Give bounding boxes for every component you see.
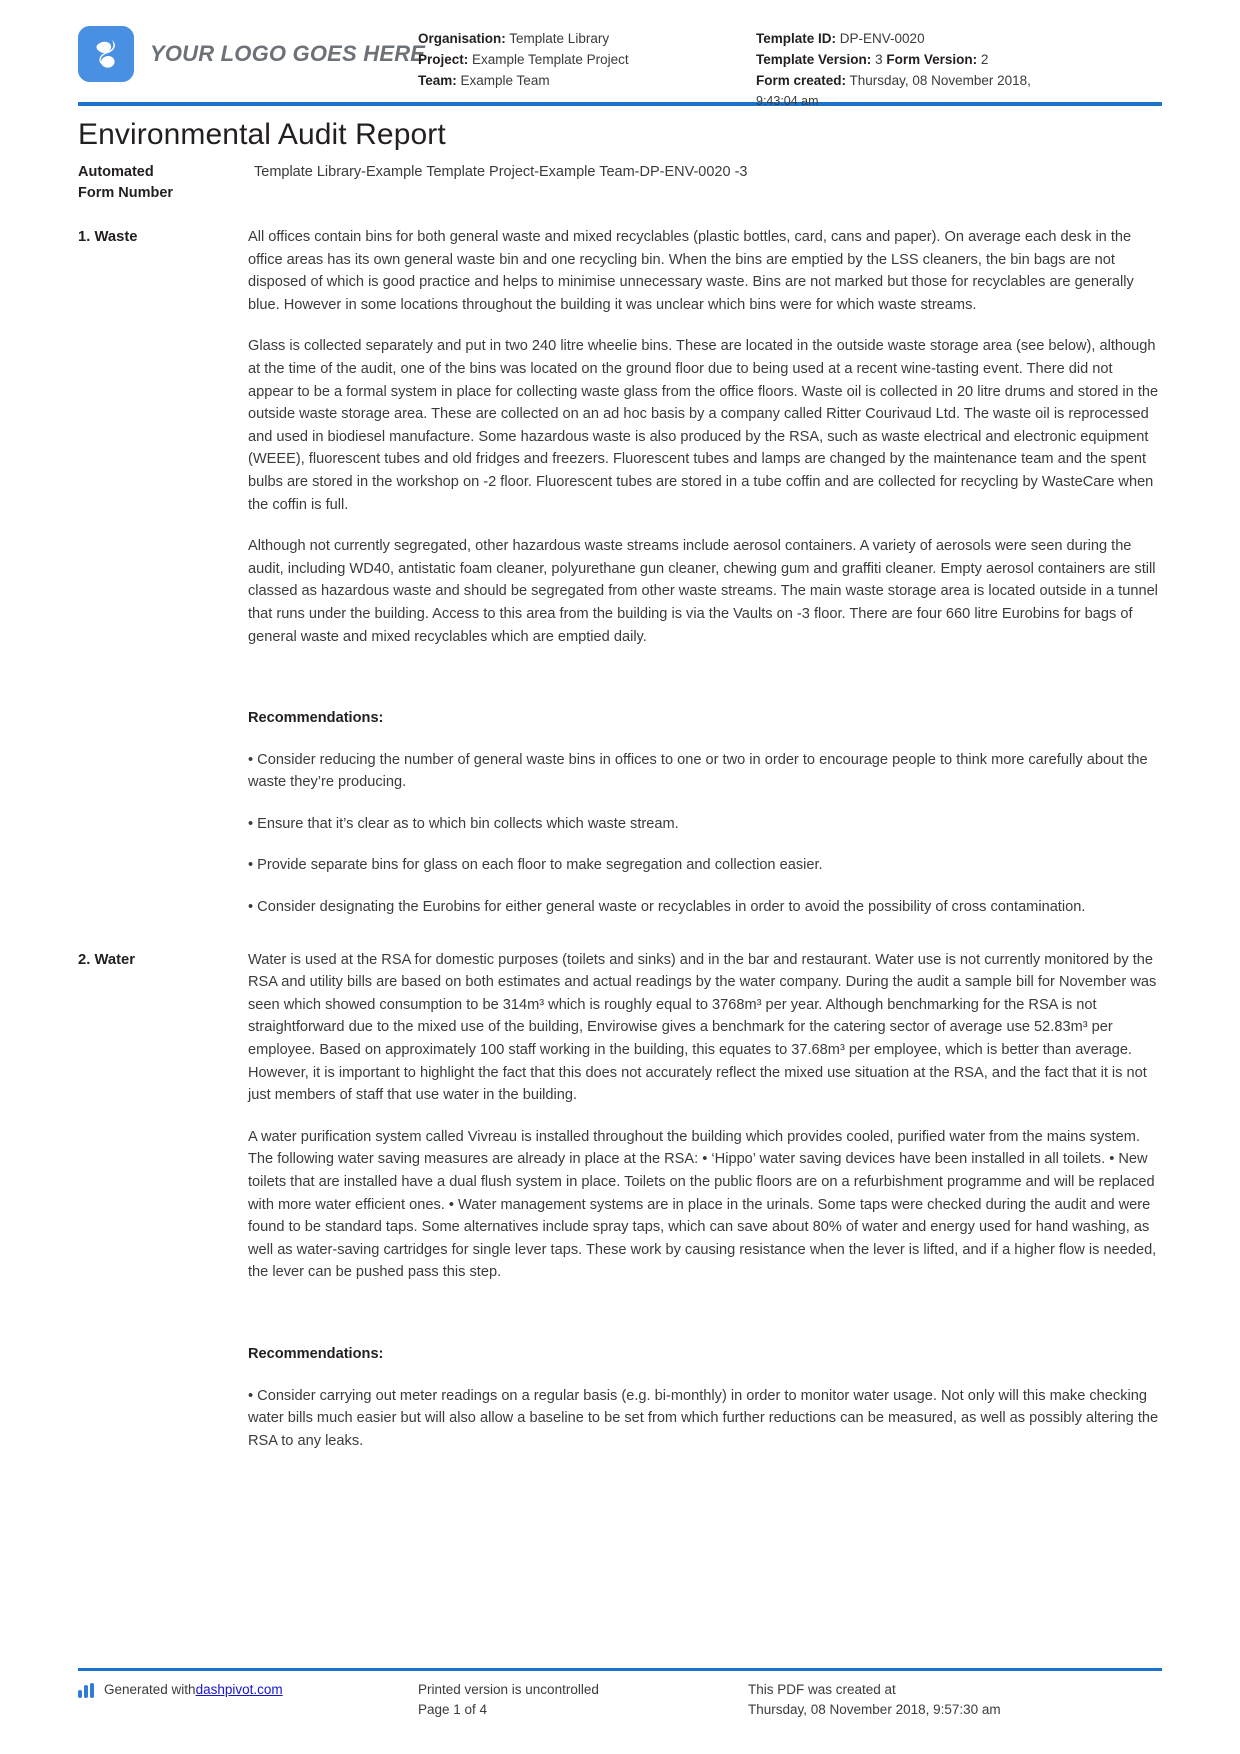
- team-row: [418, 70, 748, 91]
- company-logo-icon: [78, 26, 134, 82]
- document-body: [78, 162, 1162, 1452]
- template-id-value: DP-ENV-0020: [839, 31, 925, 46]
- recommendation-item: • Consider carrying out meter readings on a regular basis (e.g. bi-monthly) in order to monitor water usage. Not only will this make checking water bills much easier but will also allow a baseline to be set from which further reductions can be measured, as well as possibly altering the RSA to any leaks.: [248, 1387, 1159, 1449]
- logo-block: [78, 18, 426, 82]
- generated-with-label: Generated with: [104, 1682, 196, 1697]
- project-row: [418, 49, 748, 70]
- automated-form-number-value: Template Library-Example Template Project-Example Team-DP-ENV-0020 -3: [254, 164, 748, 180]
- template-version-value: 3: [875, 52, 883, 67]
- team-label: Team:: [418, 73, 457, 88]
- section-water-body: [248, 949, 1162, 1453]
- template-version-label: Template Version:: [756, 52, 872, 67]
- recommendations-heading: Recommendations:: [248, 1345, 384, 1362]
- logo-text: YOUR LOGO GOES HERE: [150, 41, 426, 66]
- footer-generated-by: [78, 1680, 418, 1700]
- automated-form-number-label-line2: Form Number: [78, 185, 174, 201]
- form-created-label: Form created:: [756, 73, 847, 88]
- recommendation-item: • Consider designating the Eurobins for either general waste or recyclables in order to avoid the possibility of cross contamination.: [248, 899, 1086, 916]
- template-id-label: Template ID:: [756, 31, 837, 46]
- pdf-created-label: This PDF was created at: [748, 1682, 896, 1697]
- organisation-value: Template Library: [509, 31, 610, 46]
- automated-form-number-row: [78, 162, 1162, 204]
- organisation-row: [418, 28, 748, 49]
- document-footer: [78, 1668, 1162, 1720]
- paragraph: All offices contain bins for both general waste and mixed recyclables (plastic bottles, card, cans and paper). On average each desk in the office areas has its own general waste bin and one recycling bin. When the bins are emptied by the LSS cleaners, the bin bags are not disposed of which is good practice and helps to minimise unnecessary waste. Bins are not marked but those for recyclables are generally blue. However in some locations throughout the building it was unclear which bins were for which waste streams.: [248, 229, 1134, 313]
- template-id-row: [756, 28, 1162, 49]
- printed-version-notice: Printed version is uncontrolled: [418, 1682, 599, 1697]
- header-meta-right: [748, 18, 1162, 112]
- project-label: Project:: [418, 52, 469, 67]
- footer-print-notice: [418, 1680, 748, 1720]
- template-version-row: [756, 49, 1162, 70]
- header-meta-left: [418, 18, 748, 91]
- section-water-label: 2. Water: [78, 951, 136, 968]
- page-title: Environmental Audit Report: [78, 118, 446, 151]
- recommendation-item: • Provide separate bins for glass on each floor to make segregation and collection easier.: [248, 857, 823, 874]
- section-waste-label: 1. Waste: [78, 229, 138, 245]
- dashpivot-link[interactable]: dashpivot.com: [195, 1682, 283, 1697]
- form-created-value: Thursday, 08 November 2018,: [849, 73, 1031, 88]
- organisation-label: Organisation:: [418, 31, 506, 46]
- recommendations-heading: Recommendations:: [248, 710, 384, 727]
- form-created-row: [756, 70, 1162, 91]
- dashpivot-logo-icon: [78, 1683, 96, 1698]
- section-water: [78, 949, 1162, 1453]
- section-spacer: [248, 667, 1162, 707]
- form-version-value: 2: [980, 52, 989, 67]
- section-waste: [78, 226, 1162, 919]
- document-header: [0, 0, 1240, 108]
- pdf-created-value: Thursday, 08 November 2018, 9:57:30 am: [748, 1702, 1001, 1717]
- recommendation-item: • Consider reducing the number of general waste bins in offices to one or two in order to encourage people to think more carefully about the waste they’re producing.: [248, 751, 1148, 791]
- paragraph: Glass is collected separately and put in two 240 litre wheelie bins. These are located in the outside waste storage area (see below), although at the time of the audit, one of the bins was located on the ground floor due to being used at a recent wine-tasting event. There did not appear to be a formal system in place for collecting waste glass from the office floors. Waste oil is collected in 20 litre drums and stored in the outside waste storage area. These are collected on an ad hoc basis by a company called Ritter Courivaud Ltd. The waste oil is reprocessed and used in biodiesel manufacture. Some hazardous waste is also produced by the RSA, such as waste electrical and electronic equipment (WEEE), fluorescent tubes and old fridges and freezers. Fluorescent tubes and lamps are changed by the maintenance team and the spent bulbs are stored in the workshop on -2 floor. Fluorescent tubes are stored in a tube coffin and are collected for recycling by WasteCare when the coffin is full.: [248, 338, 1159, 513]
- form-created-time: 9:43:04 am: [756, 94, 819, 108]
- footer-pdf-created: [748, 1680, 1162, 1720]
- automated-form-number-label-line1: Automated: [78, 164, 154, 180]
- footer-divider: [78, 1668, 1162, 1671]
- team-value: Example Team: [460, 73, 550, 88]
- paragraph: Water is used at the RSA for domestic purposes (toilets and sinks) and in the bar and restaurant. Water use is not currently monitored by the RSA and utility bills are based on both estimates and actual readings by the water company. During the audit a sample bill for November was seen which showed consumption to be 314m³ which is roughly equal to 3768m³ per year. Although benchmarking for the RSA is not straightforward due to the mixed use of the building, Envirowise gives a benchmark for the catering sector of average use 52.83m³ per employee. Based on approximately 100 staff working in the building, this equates to 37.68m³ per employee, which is better than average. However, it is important to highlight the fact that this does not accurately reflect the mixed use situation at the RSA, and the fact that it is not just members of staff that use water in the building.: [248, 951, 1157, 1104]
- project-value: Example Template Project: [472, 52, 629, 67]
- section-waste-body: [248, 226, 1162, 919]
- section-spacer: [248, 1303, 1162, 1343]
- automated-form-number-label: [78, 162, 248, 204]
- page-number: Page 1 of 4: [418, 1702, 488, 1717]
- paragraph: Although not currently segregated, other hazardous waste streams include aerosol containers. A variety of aerosols were seen during the audit, including WD40, antistatic foam cleaner, polyurethane gun cleaner, chewing gum and graffiti cleaner. Empty aerosol containers are still classed as hazardous waste and should be segregated from other waste streams. The main waste storage area is located outside in a tunnel that runs under the building. Access to this area from the building is via the Vaults on -3 floor. There are four 660 litre Eurobins for bags of general waste and mixed recyclables which are emptied daily.: [248, 538, 1158, 645]
- paragraph: A water purification system called Vivreau is installed throughout the building which provides cooled, purified water from the mains system. The following water saving measures are already in place at the RSA: • ‘Hippo’ water saving devices have been installed in all toilets. • New toilets that are installed have a dual flush system in place. Toilets on the public floors are on a refurbishment programme and will be replaced with more water efficient ones. • Water management systems are in place in the urinals. Some taps were checked during the audit and were found to be standard taps. Some alternatives include spray taps, which can save about 80% of water and energy used for hand washing, as well as water-saving cartridges for single lever taps. These work by causing resistance when the lever is lifted, and if a higher flow is needed, the lever can be pushed pass this step.: [248, 1128, 1157, 1281]
- recommendation-item: • Ensure that it’s clear as to which bin collects which waste stream.: [248, 815, 679, 832]
- form-version-label: Form Version:: [886, 52, 978, 67]
